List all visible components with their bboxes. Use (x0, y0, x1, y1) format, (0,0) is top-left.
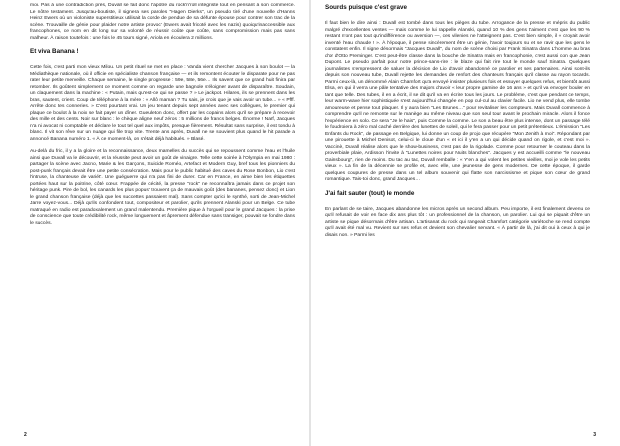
left-paragraph-2: Cette fois, c'est parti mon vieux Milou. Un petit rituel se met en place : Vanda vient chercher Jacques à son boulot — la Médiathèque nationale, où il officie en spécialiste chanson française — et ils remontent écouter le disparate pour ne pas rater leur petite merveille. Chaque semaine, le single progresse : 59e, 58e, 56e… Ils savent que ce grand huit finira par retomber. Ils goûtent simplement ce moment comme on regarde une bagnole s'éloigner avant de disparaître. Soudain, un claquement dans la machine : « Putain, mais qu'est-ce qui se passe ? » Le jackpot. Hilares, ils se prennent dans les bras, sautent, crient. Coup de téléphone à la mère : « Allô maman ? Tu sais, je crois que je vais avoir un tube... » « Pfff. Arrête donc tes conneries. » C'est pourtant vrai. Un jeu tenant depuis sept années avec ses collègues, le premier qui plaque ce boulot à la noix se fait payer un dîner. Gueuleton donc, offert par les copains alors qu'il se prépare à recevoir des mille et des cents. Noir sur blanc : le chèque aligne neuf zéros : 5 millions de francs belges. Énorme ! Naïf, Jacques n'a ni avocat ni comptable et déclare le tout tel quel aux impôts, presque fièrement. Résultat sans surprise, il est tondu à blanc. Il vit son rêve sur un nuage qui file trop vite. Trente ans après, Duvall ne se souvient plus quand le hit parade a annoncé Banana numéro 1. « À ce moment-là, on s'était déjà habitués. » Blasé. (30, 65, 295, 142)
right-paragraph-1: Il faut bien le dire ainsi : Duvall est tombé dans tous les pièges du tube. Arrogance de la presse et mépris du public malgré d'excellentes ventes — mais comme le lui rappelle Alanski, quand 10 % des gens t'aiment c'est que les 90 % restant n'ont pas tout qu'indifférence ou aversion —, ces vilenies ne l'atteignent pas. C'est bien simple, il « croyait avoir inventé l'eau chaude ! ». À l'époque, il pense sincèrement être un génie, l'avoir toujours su et se ravir que les gens le constatent enfin. Il signe désormais "Jacques Duvall", du nom de scène choisi par Frank Sinatra dans L'homme au bras d'or d'Otto Preminger. C'est peut-être classe dans la bouche de Sinatra mais en francophonie, c'est aussi con que Jean Dupont. Le pseudo parfait pour notre prince-sans-rire : le blaze qui fait rire tout le monde sauf Sinatra. Quelques journalistes s'empressent de saluer la décision de Lio d'avoir abandonné ce parolier et ses partenaires. Ainsi sont-ils depuis son nouveau tube, Duvall rejette les demandes de renfort des chanteurs français qu'il classe au rayon tocards. Parmi ceux-là, un dénommé Alain Chamfort qu'a envoyé insister plusieurs fois et essuyer quelques refus, et bientôt aussi Elsa, en qui il verra une pâle tentative des majors d'avoir « leur propre gamine de 16 ans » et qu'il va envoyer bouler en tant que telle. Des tubes, il en a écrit, il se dit qu'il va en écrire tous les jours. Le problème, c'est que pendant ce temps, leur warm-wave hier sophistiquée s'est aujourd'hui changée en pop cul-cul au clavier facile. Lio ne vend plus, elle tombe amoureuse et pense tout plaquer. Il y aura bien "Les Brunes…" pour revitaliser les compteurs. Mais Duvall commence à comprendre qu'il ne remonte sur le manège au même niveau que son seul tour avant le prochain miracle. Alors il fonce l'expérience en solo. Ce sera "Je le hais", puis Comme la comme. Le son a beau être plus intense, dont un passage télé le foudroiera à zéro mal caché derrière des lunettes de soleil, qui le fera passer pour un petit prétentieux. L'émission "Les Enfants du Rock", de passage en Belgique, lui donne un coup de projo que récupère "Mon Zenith à moi". Répondant par une pirouette à Michel Denisot, celui-ci le cloue d'un « et ici il y'en a un qui décide quand on rigole, et c'est moi ». Vaccinè, Duvall réalise alors que le show-business, c'est pas de la rigolade. Comme pour retourner le couteau dans la proverbiale plaie, Ardisson l'invite à "Lunettes noires pour Nuits blanches". Jacques y est accueilli comme "le nouveau Gainsbourg", rien de moins. Du tac au tac, Duvall remballe : « Y'en a qui volent les petites vieilles, moi je vole les petits vieux ». La fin de la décennie se profile et, avec elle, une jeunesse de gens modernes. De cette époque, il garde quelques coupures de presse dans un tel album souvenir qui flatte son narcissisme et pique son cœur de grand romantique. Tais-toi donc, grand Jacques… (325, 21, 590, 182)
right-page (311, 0, 620, 446)
right-paragraph-2: En parlant de se taire, Jacques abandonne les micros après un second album. Peu importe, il est finalement devenu ce qu'il refusait de voir en face dix ans plus tôt : un professionnel de la chanson, un parolier. Lui qui se piquait d'être un artiste se pique désormais d'être artisan. L'artisanat du rock qui rangeait Chamfort catégorie variétoche se rend compte qu'il avait été mal vu. Revient sur ses refus et devient son chevalier servant. « À partir de là, j'ai dit oui à ceux à qui je disais non. » Parmi les (325, 206, 590, 238)
left-paragraph-3: Au-delà du fric, il y a la gloire et la reconnaissance, deux mamelles du succès qui se repoussent comme l'eau et l'huile ainsi que Duvall va le découvrir, et la réussite peut avoir un goût de vinaigre. Telle cette soirée à l'Olympia en mai 1980 : partager la scène avec Jacno, Marie & les Garçons, Suicide Roméo, Artefact et Modern Guy, bref tous les pionniers du post-punk français devait être une petite consécration. Mais pour le public habitué des caves du Rose Bonbon, Lio c'est l'intruse, la chanteuse de variét'. Une guéguerre qui n'a pas fini de durer. Car en France, en aime bien les étiquettes portées haut sur la poitrine, côté cœur. Frappée de cécité, la presse "rock" ne reconnaîtra jamais dans ce projet son héritage punk. Pire de bol, les canards les plus popus' trouvent ça de mauvais goût (des bananes, pensez donc) et Lion le grand chanson française (déjà que les succettes passaient mal). Sans compter qu'ici le synthé, sorti de Jean-Michel Jarre voyez-vous... Déjà qu'ils confondent tout, compositeur et parolier, qu'ils prennent Alanski pour un Belge. Ce tube matraqué en radio est paradoxalement un grand malentendu. Première pique à l'orgueil pour le grand Jacques : la prise de conscience que toute crédibilité rock, même longuement et âprement défendue sans transiger, pouvait se fondre dans le succès. (30, 149, 295, 226)
left-paragraph-1: moi. Pas à une contradiction près, Duvall se fait donc l'apôtre du rock'n'roll intégriste tout en pensant à son commerce. Le nôtre testament. Jusqu'au-boutiste, il signera ses paroles "Hagen Dierks", un pseudo tiré d'une nouvelle d'Hanns Heinz Ewers où un violoniste superstitieux utilisait la corde de pendue de sa défunte épouse pour contrer son trac de la scène. Trouvaille de génie pour plaider notre artiste provoc' (Ewers avait fricoté avec les nazis) quoiqu'inaccessible aux francophones, ce nom en dit long sur sa volonté de réussir coûte que coûte, sans compromission mais pas sans malheur. À raison toutefois : une fois le 45 tours signé, Ariola en écoulera 2 millions. (30, 3, 295, 41)
section-heading-et-viva-banana: Et viva Banana ! (30, 48, 79, 55)
page-number-right: 3 (593, 432, 596, 438)
page-number-left: 2 (24, 432, 27, 438)
left-page (0, 0, 309, 446)
left-text-column (30, 3, 295, 434)
right-text-column (325, 3, 590, 434)
section-heading-jai-fait-sauter: J'ai fait sauter (tout) le monde (325, 189, 415, 197)
section-heading-sourds: Sourds puisque c'est grave (325, 4, 407, 11)
